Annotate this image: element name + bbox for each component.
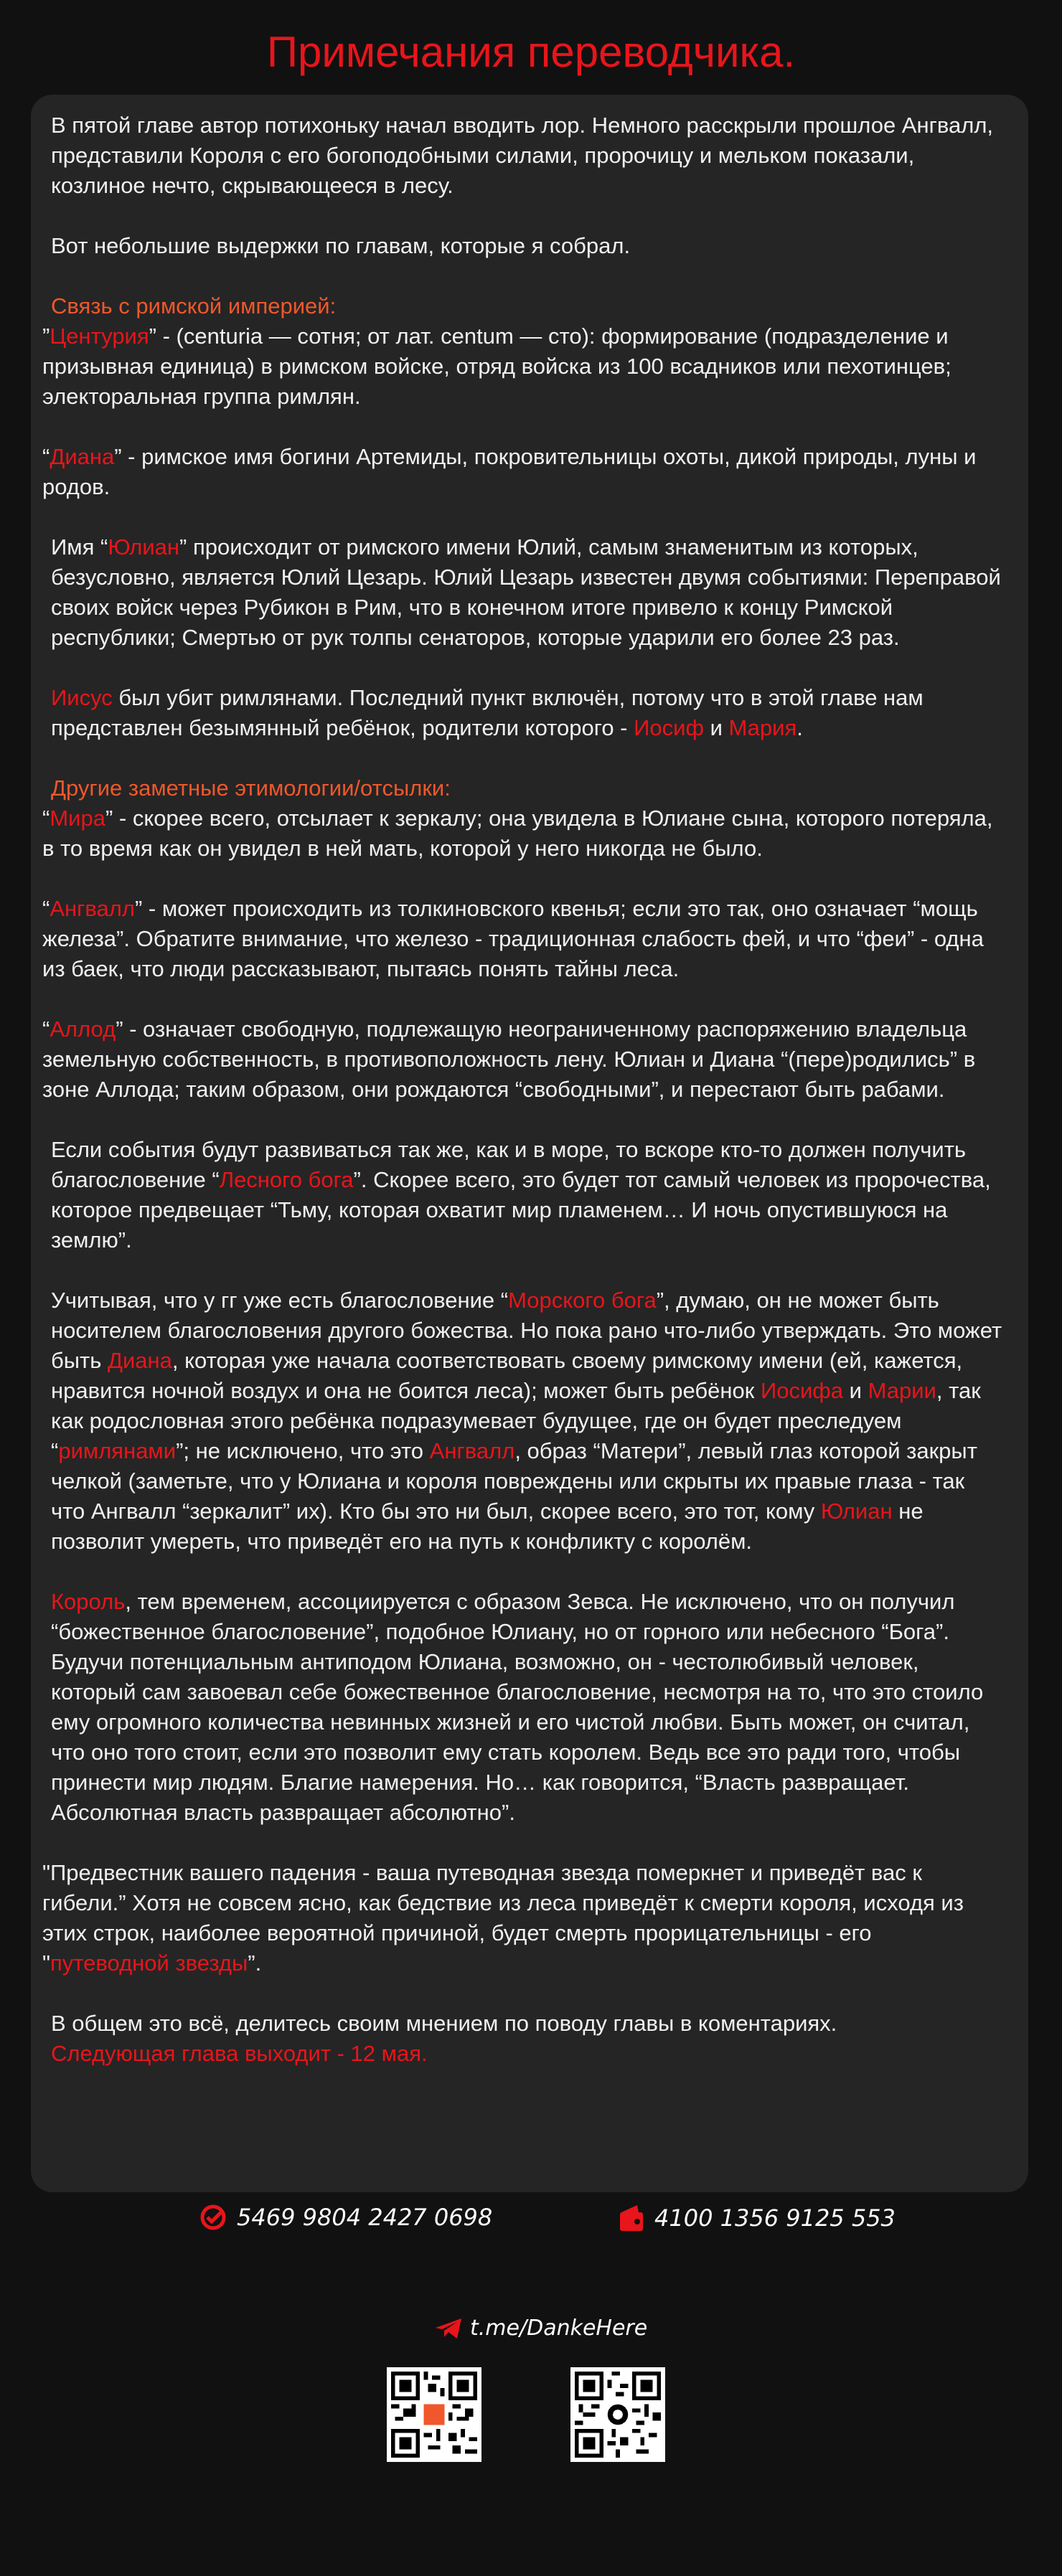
intro2-text: Вот небольшие выдержки по главам, которые я собрал. (51, 233, 631, 258)
quote-mark: " (42, 1950, 51, 1976)
julian-text: ” происходит от римского имени Юлий, самым знаменитым из которых, безусловно, является Юлий Цезарь. Юлий Цезарь известен двумя событиями: Переправой своих войск через Рубикон в Рим, что в конечном итоге привело к концу Римской республики; Смертью от рук толпы сенаторов, которые ударили его более 23 раз. (51, 534, 1001, 650)
quote-mark: “ (42, 444, 50, 469)
wallet-icon (619, 2204, 644, 2232)
forest-god-paragraph (51, 1135, 1002, 1255)
intro2-paragraph (51, 231, 1002, 261)
term-julian: Юлиан (820, 1499, 893, 1524)
sea-p6: , образ “Матери”, левый глаз которой закрыт челкой (заметьте, что у Юлиана и короля повреждены или скрыты их правые глаза - так что Ангвалл “зеркалит” их). Кто бы это ни был, скорее всего, это тот, кому (51, 1438, 977, 1524)
card-number-2: 4100 1356 9125 553 (654, 2204, 896, 2232)
sea-p5: ”; не исключено, что это (176, 1438, 430, 1463)
card-number-1: 5469 9804 2427 0698 (237, 2204, 493, 2231)
centuria-paragraph (42, 321, 1002, 412)
term-angvall: Ангвалл (429, 1438, 515, 1463)
mira-text: ” - скорее всего, отсылает к зеркалу; она увидела в Юлиане сына, которого потеряла, в то время как он увидел в ней мать, которой у него никогда не было. (42, 806, 993, 861)
ymoney-card[interactable] (619, 2204, 896, 2232)
qr-code-telegram[interactable] (570, 2367, 665, 2462)
forest-text: ”. Скорее всего, это будет тот самый человек из пророчества, которое предвещает “Тьму, которая охватит мир пламенем… И ночь опустившуюся на землю”. (51, 1167, 991, 1252)
jesus-text: был убит римлянами. Последний пункт включён, потому что в этой главе нам представлен безымянный ребёнок, родители которого - (51, 685, 924, 740)
term-jesus: Иисус (51, 685, 113, 710)
diana-text: ” - римское имя богини Артемиды, покровительницы охоты, дикой природы, луны и родов. (42, 444, 977, 499)
section-heading-roman: Связь с римской империей: (51, 293, 337, 319)
quote-mark: ” (42, 324, 50, 349)
sea-god-paragraph (51, 1285, 1002, 1557)
next-chapter-text: Следующая глава выходит - 12 мая. (51, 2041, 428, 2066)
term-joseph: Иосиф (634, 715, 704, 740)
quote-mark: “ (42, 806, 50, 831)
punct: . (796, 715, 803, 740)
angvall-paragraph (42, 894, 1002, 984)
sea-p7: не позволит умереть, что приведёт его на путь к конфликту с королём. (51, 1499, 924, 1554)
telegram-handle: t.me/DankeHere (470, 2316, 648, 2341)
term-julian: Юлиан (108, 534, 180, 560)
sea-p4: , так как родословная этого ребёнка подразумевает будущее, где он будет преследуем “ (51, 1378, 981, 1463)
prophecy-text: "Предвестник вашего падения - ваша путеводная звезда померкнет и приведёт вас к гибели.” Хотя не совсем ясно, как бедствие из леса приведёт к смерти короля, исходя из этих строк, наиболее вероятной причиной, будет смерть прорицательницы - его (42, 1860, 964, 1945)
term-mary: Мария (728, 715, 797, 740)
prophecy-paragraph (42, 1858, 1002, 1978)
king-paragraph (51, 1587, 1002, 1828)
telegram-icon (434, 2317, 463, 2340)
term-diana: Диана (50, 444, 115, 469)
closing-text: В общем это всё, делитесь своим мнением по поводу главы в коментариях. (51, 2011, 837, 2036)
term-sea-god: Морского бога (508, 1288, 657, 1313)
page-title: Примечания переводчика. (266, 28, 796, 76)
term-angvall: Ангвалл (50, 896, 135, 921)
allod-text: ” - означает свободную, подлежащую неограниченному распоряжению владельца земельную собственность, в противоположность лену. Юлиан и Диана “(пере)родились” в зоне Аллода; таким образом, они рождаются “свободными”, и перестают быть рабами. (42, 1016, 976, 1102)
quote-mark: “ (42, 896, 50, 921)
intro-text: В пятой главе автор потихоньку начал вводить лор. Немного расскрыли прошлое Ангвалл, представили Короля с его богоподобными силами, пророчицу и мельком показали, козлиное нечто, скрывающееся в лесу. (51, 113, 994, 198)
term-mira: Мира (50, 806, 105, 831)
term-forest-god: Лесного бога (219, 1167, 354, 1192)
quote-mark: “ (42, 1016, 50, 1042)
julian-paragraph (51, 532, 1002, 653)
julian-pre: Имя “ (51, 534, 108, 560)
sea-p2: ”, думаю, он не может быть носителем благословения другого божества. Но пока рано что-либо утверждать. Это может быть (51, 1288, 1002, 1373)
term-romans: римлянами (58, 1438, 177, 1463)
term-guiding-star: путеводной звезды (50, 1950, 248, 1976)
term-mary: Марии (868, 1378, 936, 1403)
sberbank-icon (199, 2204, 227, 2231)
term-king: Король (51, 1589, 126, 1614)
term-joseph: Иосифа (760, 1378, 844, 1403)
term-centuria: Центурия (50, 324, 149, 349)
diana-paragraph (42, 442, 1002, 502)
notes-card (31, 95, 1028, 2192)
sea-p3: , которая уже начала соответствовать своему римскому имени (ей, кажется, нравится ночной воздух и она не боится леса); может быть ребёнок (51, 1348, 963, 1403)
term-allod: Аллод (50, 1016, 116, 1042)
forest-pre: Если события будут развиваться так же, как и в море, то вскоре кто-то должен получить благословение “ (51, 1137, 967, 1192)
conj: и (703, 715, 729, 740)
angvall-text: ” - может происходить из толкиновского квенья; если это так, оно означает “мощь железа”. Обратите внимание, что железо - традиционная слабость фей, и что “феи” - одна из баек, что люди рассказывают, пытаясь понять тайны леса. (42, 896, 984, 981)
allod-paragraph (42, 1014, 1002, 1105)
jesus-paragraph (51, 683, 1002, 743)
section-heading-etymology: Другие заметные этимологии/отсылки: (51, 775, 451, 801)
qr-code-boosty[interactable] (387, 2367, 481, 2462)
telegram-link[interactable] (434, 2316, 647, 2341)
intro-paragraph (51, 110, 1002, 201)
centuria-text: ” - (centuria — сотня; от лат. centum — сто): формирование (подразделение и призывная единица) в римском войске, отряд войска из 100 всадников или пехотинцев; электоральная группа римлян. (42, 324, 951, 409)
qr-code-icon (575, 2372, 661, 2458)
sea-p1: Учитывая, что у гг уже есть благословение “ (51, 1288, 509, 1313)
conj: и (843, 1378, 868, 1403)
king-text: , тем временем, ассоциируется с образом Зевса. Не исключено, что он получил “божественное благословение”, подобное Юлиану, но от горного или небесного “Бога”. Будучи потенциальным антиподом Юлиана, возможно, он - честолюбивый человек, который сам завоевал себе божественное благословение, несмотря на то, что это стоило ему огромного количества невинных жизней и его чистой любви. Быть может, он считал, что оно того стоит, если это позволит ему стать королем. Ведь все это ради того, чтобы принести мир людям. Благие намерения. Но… как говорится, “Власть развращает. Абсолютная власть развращает абсолютно”. (51, 1589, 984, 1825)
sber-card[interactable] (199, 2204, 492, 2231)
punct: ”. (248, 1950, 262, 1976)
term-diana: Диана (108, 1348, 172, 1373)
qr-code-icon (391, 2372, 477, 2458)
mira-paragraph (42, 803, 1002, 864)
